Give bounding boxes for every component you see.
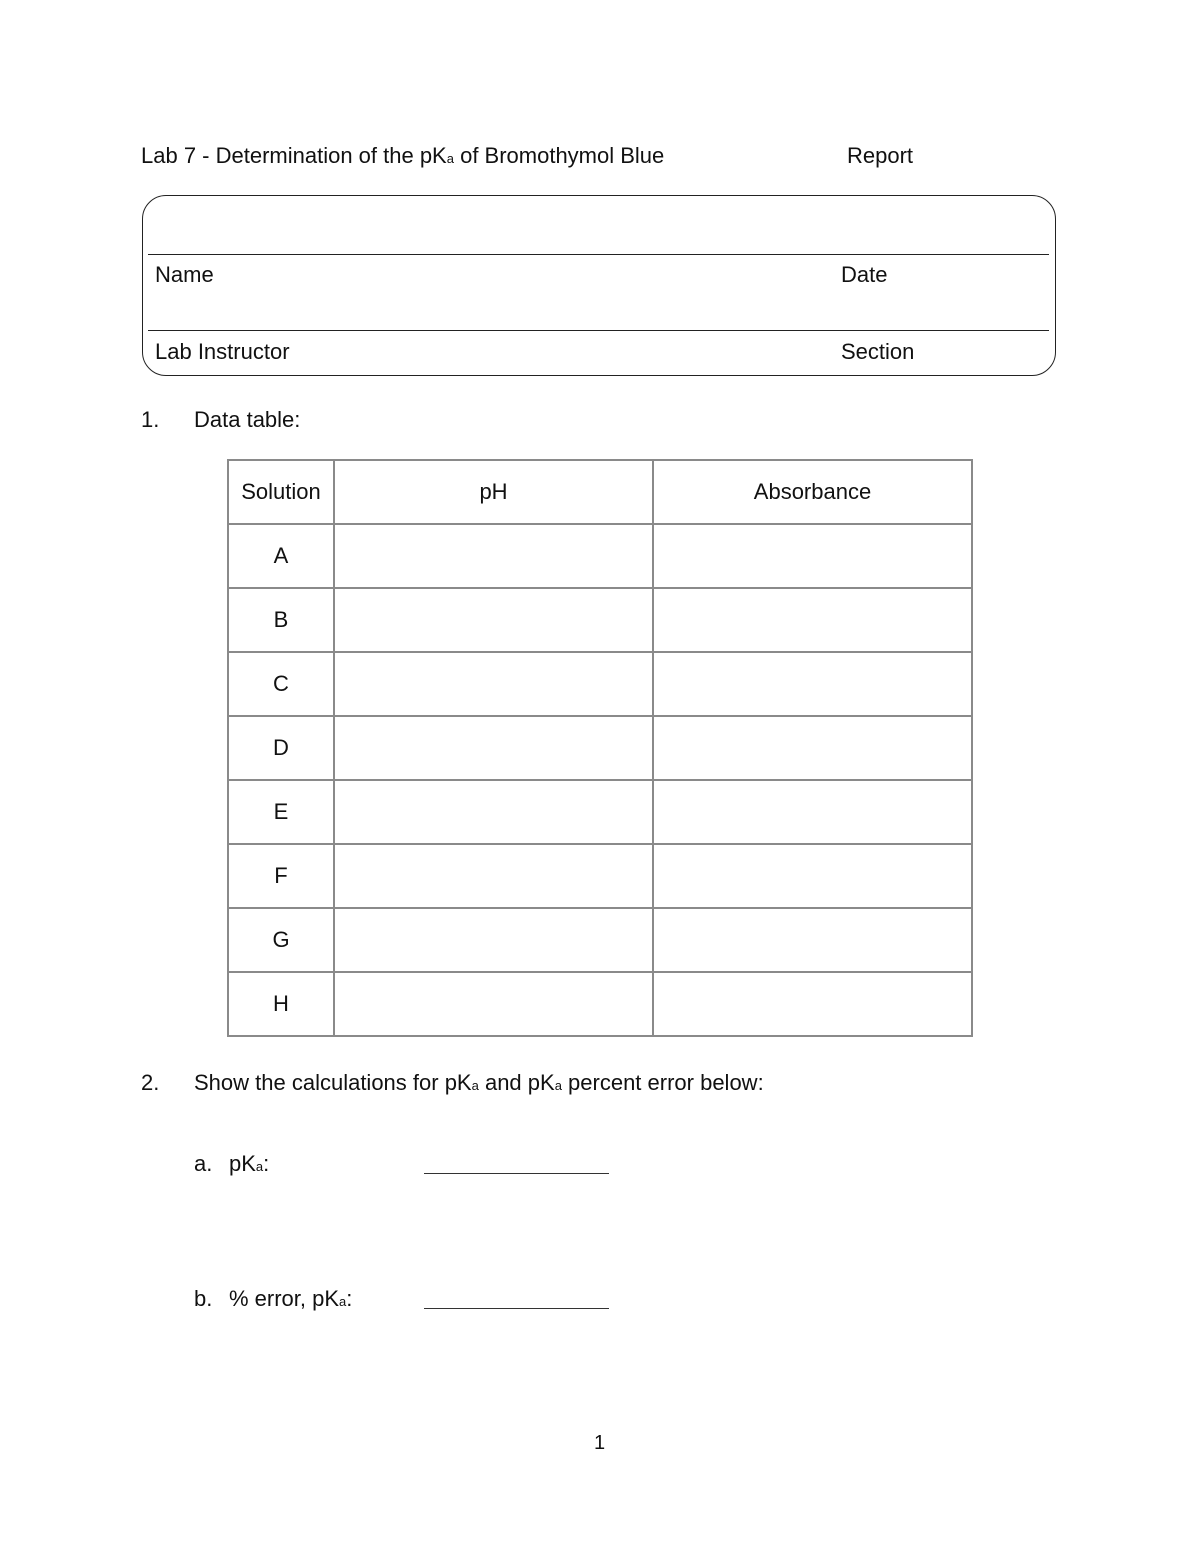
table-row <box>228 908 972 972</box>
header-absorbance: Absorbance <box>653 460 972 524</box>
document-title <box>141 143 664 169</box>
name-line[interactable] <box>148 254 1049 255</box>
solution-cell: E <box>228 780 334 844</box>
absorbance-cell[interactable] <box>653 716 972 780</box>
name-label: Name <box>155 262 214 287</box>
table-row <box>228 972 972 1036</box>
item-2-text-part-3: percent error below: <box>561 1070 764 1095</box>
ph-cell[interactable] <box>334 844 653 908</box>
absorbance-cell[interactable] <box>653 652 972 716</box>
solution-cell: H <box>228 972 334 1036</box>
item-2-number: 2. <box>141 1070 160 1095</box>
data-table <box>227 459 973 1037</box>
ph-cell[interactable] <box>334 524 653 588</box>
solution-cell: G <box>228 908 334 972</box>
error-label-prefix: % error, pK <box>229 1286 340 1311</box>
section-label: Section <box>841 339 915 364</box>
table-row <box>228 652 972 716</box>
solution-cell: A <box>228 524 334 588</box>
student-info-box <box>142 195 1056 376</box>
table-row <box>228 588 972 652</box>
error-answer-line[interactable] <box>424 1308 609 1309</box>
lab-instructor-label: Lab Instructor <box>155 339 290 364</box>
error-label-subscript: a <box>339 1294 347 1309</box>
table-row <box>228 780 972 844</box>
pka-label-prefix: pK <box>229 1151 256 1176</box>
title-subscript: a <box>446 151 454 166</box>
ph-cell[interactable] <box>334 972 653 1036</box>
sub-item-b-label <box>229 1286 352 1312</box>
ph-cell[interactable] <box>334 780 653 844</box>
pka-label-suffix: : <box>263 1151 270 1176</box>
ph-cell[interactable] <box>334 908 653 972</box>
solution-cell: C <box>228 652 334 716</box>
absorbance-cell[interactable] <box>653 524 972 588</box>
sub-item-b-marker: b. <box>194 1286 213 1311</box>
table-row <box>228 716 972 780</box>
sub-item-a-marker: a. <box>194 1151 213 1176</box>
item-1-number: 1. <box>141 407 160 432</box>
item-2-text <box>194 1070 764 1096</box>
page-number: 1 <box>594 1432 606 1454</box>
absorbance-cell[interactable] <box>653 972 972 1036</box>
sub-item-a-label <box>229 1151 269 1177</box>
date-label: Date <box>841 262 888 287</box>
ph-cell[interactable] <box>334 716 653 780</box>
instructor-line[interactable] <box>148 330 1049 331</box>
item-2-subscript-1: a <box>471 1078 479 1093</box>
pka-label-subscript: a <box>255 1159 264 1174</box>
solution-cell: D <box>228 716 334 780</box>
title-prefix: Lab 7 - Determination of the pK <box>141 143 447 168</box>
header-ph: pH <box>334 460 653 524</box>
header-solution: Solution <box>228 460 334 524</box>
error-label-suffix: : <box>346 1286 353 1311</box>
absorbance-cell[interactable] <box>653 908 972 972</box>
table-row <box>228 524 972 588</box>
item-2-text-part-2: and pK <box>478 1070 555 1095</box>
absorbance-cell[interactable] <box>653 844 972 908</box>
table-row <box>228 844 972 908</box>
solution-cell: B <box>228 588 334 652</box>
item-1-text: Data table: <box>194 407 301 432</box>
absorbance-cell[interactable] <box>653 588 972 652</box>
ph-cell[interactable] <box>334 588 653 652</box>
absorbance-cell[interactable] <box>653 780 972 844</box>
item-2-subscript-2: a <box>554 1078 562 1093</box>
item-2-text-part-1: Show the calculations for pK <box>194 1070 472 1095</box>
solution-cell: F <box>228 844 334 908</box>
table-header-row <box>228 460 972 524</box>
report-label: Report <box>847 143 914 168</box>
title-suffix: of Bromothymol Blue <box>453 143 665 168</box>
ph-cell[interactable] <box>334 652 653 716</box>
pka-answer-line[interactable] <box>424 1173 609 1174</box>
